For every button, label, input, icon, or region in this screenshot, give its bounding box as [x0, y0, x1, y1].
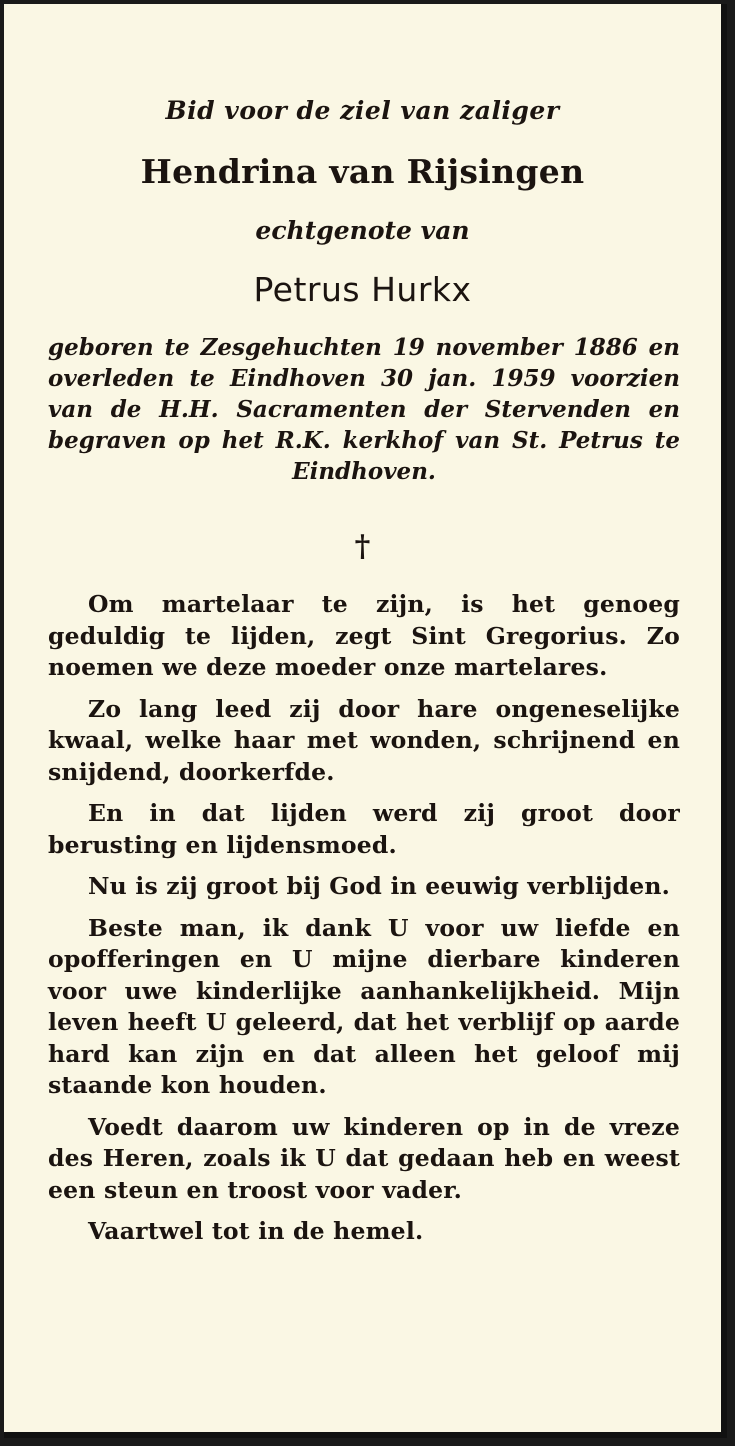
paragraph: Beste man, ik dank U voor uw liefde en opofferingen en U mijne dierbare kinderen voor uwe kinderlijke aanhankelijkheid. Mijn leven heeft U geleerd, dat het verblijf op aarde hard kan zijn en dat alleen het geloof mij staande kon houden. [48, 913, 680, 1099]
biography: geboren te Zesgehuchten 19 november 1886 en overleden te Eindhoven 30 jan. 1959 voorzien van de H.H. Sacramenten der Stervenden en begraven op het R.K. kerkhof van St. Petrus te Eindhoven. [48, 334, 680, 485]
paragraph: Vaartwel tot in de hemel. [88, 1217, 424, 1245]
paragraph: En in dat lijden werd zij groot door berusting en lijdensmoed. [48, 799, 680, 859]
paragraph: Voedt daarom uw kinderen op in de vreze des Heren, zoals ik U dat gedaan heb en weest een steun en troost voor vader. [48, 1112, 680, 1204]
memorial-card [4, 4, 727, 1438]
intro-line: Bid voor de ziel van zaliger [165, 96, 560, 125]
memorial-text [48, 589, 680, 1258]
paragraph: Zo lang leed zij door hare ongeneselijke kwaal, welke haar met wonden, schrijnend en snijdend, doorkerfde. [48, 694, 680, 786]
paragraph: Om martelaar te zijn, is het genoeg geduldig te lijden, zegt Sint Gregorius. Zo noemen we deze moeder onze martelares. [48, 590, 680, 681]
cross-icon: † [354, 529, 371, 564]
spouse-name: Petrus Hurkx [253, 270, 472, 309]
spouse-of-line: echtgenote van [255, 216, 470, 245]
deceased-name: Hendrina van Rijsingen [140, 152, 585, 191]
paragraph: Nu is zij groot bij God in eeuwig verblijden. [88, 872, 671, 900]
